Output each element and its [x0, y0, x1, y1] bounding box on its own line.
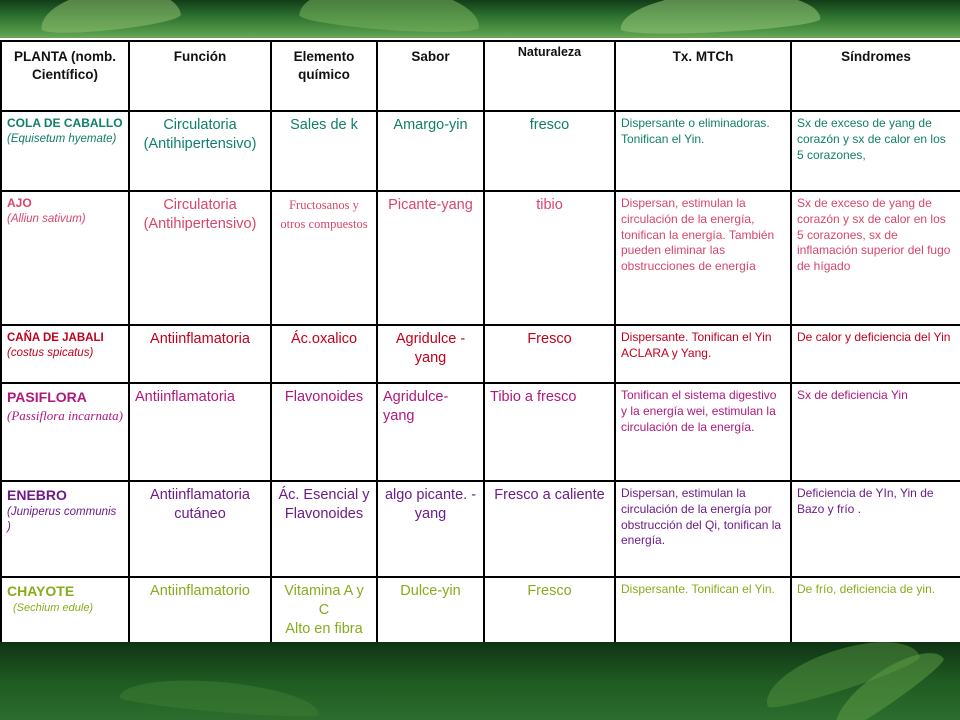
cell-naturaleza: Tibio a fresco: [484, 383, 615, 481]
cell-funcion: Antiinflamatoria: [129, 325, 271, 383]
plant-name: PASIFLORA: [7, 389, 87, 405]
table-row: [1, 383, 960, 481]
cell-tx: Dispersante o eliminadoras. Tonifican el Yin.: [615, 111, 791, 191]
cell-sindromes: Deficiencia de YIn, Yin de Bazo y frío .: [791, 481, 960, 577]
cell-funcion: Antiinflamatoria cutáneo: [129, 481, 271, 577]
header-tx: Tx. MTCh: [615, 41, 791, 111]
cell-tx: Dispersante. Tonifican el Yin.: [615, 577, 791, 644]
leaf-decoration: [119, 673, 321, 720]
leaf-decoration: [299, 0, 482, 36]
top-decorative-band: [0, 0, 960, 38]
header-row: [1, 41, 960, 111]
cell-sabor: Picante-yang: [377, 191, 484, 325]
cell-sindromes: De frío, deficiencia de yin.: [791, 577, 960, 644]
herbal-table: [0, 40, 960, 645]
bottom-decorative-band: [0, 642, 960, 720]
cell-tx: Dispersan, estimulan la circulación de la energía por obstrucción del Qi, tonifican la energía.: [615, 481, 791, 577]
cell-tx: Tonifican el sistema digestivo y la energía wei, estimulan la circulación de la energía.: [615, 383, 791, 481]
cell-tx: Dispersan, estimulan la circulación de la energía, tonifican la energía. También pueden eliminar las obstrucciones de energía: [615, 191, 791, 325]
header-funcion: Función: [129, 41, 271, 111]
plant-scientific-name: (costus spicatus): [7, 347, 94, 360]
cell-sindromes: Sx de exceso de yang de corazón y sx de calor en los 5 corazones,: [791, 111, 960, 191]
cell-planta: [1, 191, 129, 325]
table-row: [1, 481, 960, 577]
cell-sabor: algo picante. -yang: [377, 481, 484, 577]
cell-sindromes: Sx de deficiencia Yin: [791, 383, 960, 481]
cell-sabor: Agridulce- yang: [377, 383, 484, 481]
cell-funcion: Circulatoria (Antihipertensivo): [129, 191, 271, 325]
plant-scientific-name: (Passiflora incarnata): [7, 407, 123, 423]
plant-name: ENEBRO: [7, 487, 67, 503]
table-row: [1, 577, 960, 644]
cell-planta: [1, 111, 129, 191]
cell-sindromes: Sx de exceso de yang de corazón y sx de calor en los 5 corazones, sx de inflamación superior del fugo de hígado: [791, 191, 960, 325]
plant-scientific-name: (Juniperus communis ): [7, 505, 117, 533]
cell-elemento: Ác. Esencial y Flavonoides: [271, 481, 377, 577]
cell-elemento: Sales de k: [271, 111, 377, 191]
herbal-table-container: [0, 40, 960, 645]
header-elemento: Elemento químico: [271, 41, 377, 111]
cell-naturaleza: Fresco: [484, 325, 615, 383]
plant-scientific-name: (Alliun sativum): [7, 212, 86, 225]
cell-elemento: Flavonoides: [271, 383, 377, 481]
leaf-decoration: [38, 0, 181, 37]
cell-naturaleza: Fresco: [484, 577, 615, 644]
cell-sabor: Dulce-yin: [377, 577, 484, 644]
cell-elemento: Ác.oxalico: [271, 325, 377, 383]
cell-planta: [1, 325, 129, 383]
cell-elemento: Fructosanos y otros compuestos: [271, 191, 377, 325]
cell-sabor: Agridulce - yang: [377, 325, 484, 383]
header-planta: PLANTA (nomb. Científico): [1, 41, 129, 111]
leaf-decoration: [619, 0, 821, 37]
plant-name: CHAYOTE: [7, 583, 75, 599]
cell-funcion: Antiinflamatorio: [129, 577, 271, 644]
cell-planta: [1, 383, 129, 481]
header-naturaleza: Naturaleza: [484, 41, 615, 111]
table-row: [1, 111, 960, 191]
plant-scientific-name: (Equisetum hyemate): [7, 132, 117, 145]
header-sindromes: Síndromes: [791, 41, 960, 111]
plant-name: CAÑA DE JABALI: [7, 332, 104, 344]
elemento-line-2: Alto en fibra: [285, 620, 363, 637]
cell-tx: Dispersante. Tonifican el Yin ACLARA y Yang.: [615, 325, 791, 383]
cell-funcion: Antiinflamatoria: [129, 383, 271, 481]
table-row: [1, 191, 960, 325]
cell-sabor: Amargo-yin: [377, 111, 484, 191]
header-sabor: Sabor: [377, 41, 484, 111]
plant-name: COLA DE CABALLO: [7, 116, 123, 130]
cell-naturaleza: fresco: [484, 111, 615, 191]
elemento-line-1: Vitamina A y C: [284, 583, 364, 618]
cell-planta: [1, 481, 129, 577]
table-row: [1, 325, 960, 383]
plant-name: AJO: [7, 196, 32, 210]
cell-elemento: [271, 577, 377, 644]
cell-naturaleza: tibio: [484, 191, 615, 325]
plant-scientific-name: (Sechium edule): [13, 601, 94, 614]
cell-funcion: Circulatoria (Antihipertensivo): [129, 111, 271, 191]
cell-sindromes: De calor y deficiencia del Yin: [791, 325, 960, 383]
cell-planta: [1, 577, 129, 644]
cell-naturaleza: Fresco a caliente: [484, 481, 615, 577]
